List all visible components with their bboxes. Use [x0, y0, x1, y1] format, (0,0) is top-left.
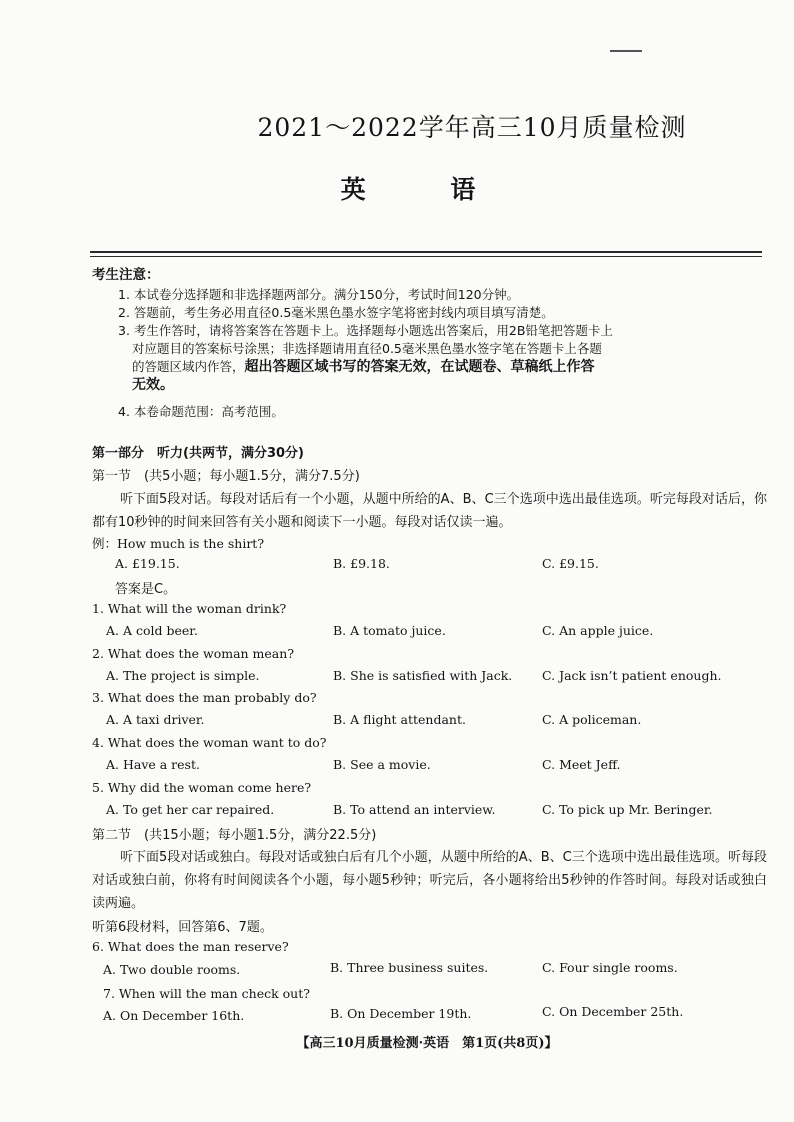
q7-option-c: C. On December 25th. [542, 1004, 684, 1019]
notice-item-3-emphasis-end: 无效。 [132, 377, 174, 393]
q1-option-a: A. A cold beer. [106, 623, 198, 638]
subject-title: 英 语 [340, 175, 514, 204]
section2-heading: 第二节 (共15小题；每小题1.5分，满分22.5分) [92, 828, 377, 843]
notice-item-4: 4. 本卷命题范围：高考范围。 [118, 404, 284, 419]
notice-item-3-emphasis: 超出答题区域书写的答案无效，在试题卷、草稿纸上作答 [244, 359, 595, 375]
q5-option-b: B. To attend an interview. [333, 802, 496, 817]
section1-instructions: 听下面5段对话。每段对话后有一个小题，从题中所给的A、B、C三个选项中选出最佳选项。听完每段对话后，你都有10秒钟的时间来回答有关小题和阅读下一小题。每段对话仅读一遍。 [92, 492, 767, 530]
q6-option-a: A. Two double rooms. [103, 962, 241, 977]
divider-thick [90, 251, 762, 253]
question-4: 4. What does the woman want to do? [92, 735, 327, 750]
question-5: 5. Why did the woman come here? [92, 780, 312, 795]
notice-item-1: 1. 本试卷分选择题和非选择题两部分。满分150分，考试时间120分钟。 [118, 287, 520, 302]
q4-option-b: B. See a movie. [333, 757, 431, 772]
question-7: 7. When will the man check out? [103, 986, 310, 1001]
notice-item-3-line-3 [132, 357, 595, 377]
example-option-c: C. £9.15. [542, 556, 599, 571]
example-option-a: A. £19.15. [115, 556, 180, 571]
question-1: 1. What will the woman drink? [92, 601, 287, 616]
part1-heading: 第一部分 听力(共两节，满分30分) [92, 446, 304, 461]
header-mark [610, 50, 642, 52]
q6-option-b: B. Three business suites. [330, 960, 489, 975]
q3-option-a: A. A taxi driver. [106, 712, 205, 727]
q1-option-c: C. An apple juice. [542, 623, 654, 638]
divider-thin [90, 256, 762, 257]
notice-item-3-line-2: 对应题目的答案标号涂黑；非选择题请用直径0.5毫米黑色墨水签字笔在答题卡上各题 [132, 341, 602, 356]
q4-option-c: C. Meet Jeff. [542, 757, 621, 772]
q2-option-c: C. Jack isn’t patient enough. [542, 668, 722, 683]
notice-item-3-line-1: 3. 考生作答时，请将答案答在答题卡上。选择题每小题选出答案后，用2B铅笔把答题卡上 [118, 323, 613, 338]
example-question: 例：How much is the shirt? [92, 536, 265, 551]
example-answer: 答案是C。 [115, 582, 177, 597]
q1-option-b: B. A tomato juice. [333, 623, 446, 638]
q6-option-c: C. Four single rooms. [542, 960, 678, 975]
exam-title: 2021～2022学年高三10月质量检测 [257, 113, 687, 142]
q2-option-b: B. She is satisfied with Jack. [333, 668, 513, 683]
question-2: 2. What does the woman mean? [92, 646, 295, 661]
question-3: 3. What does the man probably do? [92, 690, 317, 705]
q5-option-c: C. To pick up Mr. Beringer. [542, 802, 713, 817]
section2-instructions: 听下面5段对话或独白。每段对话或独白后有几个小题，从题中所给的A、B、C三个选项中选出最佳选项。听每段对话或独白前，你将有时间阅读各个小题，每小题5秒钟；听完后，各小题将给出5秒钟的作答时间。每段对话或独白读两遍。 [92, 850, 767, 911]
question-6: 6. What does the man reserve? [92, 939, 289, 954]
example-option-b: B. £9.18. [333, 556, 390, 571]
section1-heading: 第一节 (共5小题；每小题1.5分，满分7.5分) [92, 469, 360, 484]
q3-option-b: B. A flight attendant. [333, 712, 466, 727]
q7-option-b: B. On December 19th. [330, 1006, 472, 1021]
q2-option-a: A. The project is simple. [106, 668, 260, 683]
q3-option-c: C. A policeman. [542, 712, 642, 727]
notice-title: 考生注意： [92, 267, 160, 283]
q5-option-a: A. To get her car repaired. [106, 802, 275, 817]
material-note: 听第6段材料，回答第6、7题。 [92, 920, 273, 935]
page-footer: 【高三10月质量检测·英语 第1页(共8页)】 [296, 1036, 558, 1051]
q7-option-a: A. On December 16th. [103, 1008, 245, 1023]
q4-option-a: A. Have a rest. [106, 757, 200, 772]
notice-item-2: 2. 答题前，考生务必用直径0.5毫米黑色墨水签字笔将密封线内项目填写清楚。 [118, 305, 554, 320]
notice-item-3-text: 的答题区域内作答， [132, 359, 245, 374]
